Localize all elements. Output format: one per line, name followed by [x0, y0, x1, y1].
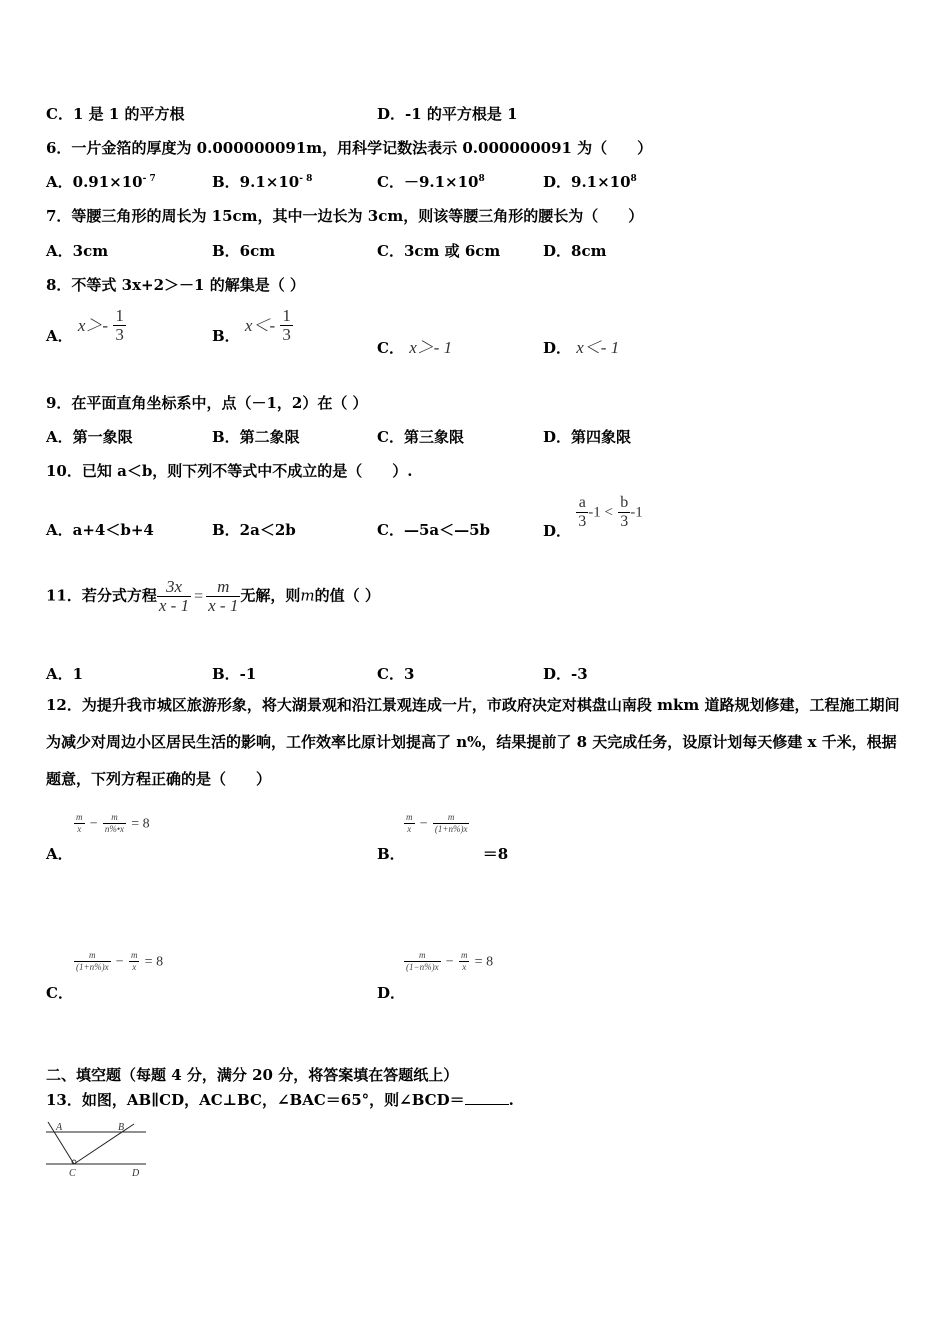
q6-option-c: [377, 171, 485, 192]
q8-option-c: [377, 333, 452, 358]
q9-option-c: C．第三象限: [377, 428, 464, 446]
q11-option-d: D．-3: [543, 665, 588, 683]
q8-option-b-label: B．: [212, 327, 240, 345]
q9-option-d: D．第四象限: [543, 428, 632, 446]
q11-num1: 3x: [157, 578, 191, 597]
q10-option-d-frac-a: [576, 494, 588, 531]
q12-c-minus: −: [115, 954, 124, 970]
q12-a-eq8: = 8: [131, 816, 150, 832]
q12-a-frac1-den: x: [77, 824, 82, 834]
q12-d-frac1-den: (1−n%)x: [406, 962, 439, 972]
q10-option-c: C．—5a＜—5b: [377, 521, 491, 539]
q12-c-eq8: = 8: [144, 954, 164, 970]
q11-num2: m: [206, 578, 240, 597]
q12-d-frac2-num: m: [460, 950, 468, 960]
q12-d-minus: −: [445, 954, 454, 970]
line-bc: [74, 1124, 134, 1164]
q11-option-c: C．3: [377, 665, 415, 683]
q11-var: m: [300, 586, 315, 605]
q12-d-frac1-num: m: [404, 950, 441, 962]
q13-figure: [40, 1118, 156, 1180]
q8-option-b-den: 3: [282, 325, 291, 344]
q10-option-d-num-b: b: [620, 494, 629, 511]
q12-b-frac2: [433, 812, 470, 835]
label-c: C: [69, 1168, 76, 1179]
q10-option-d-end: -1: [630, 504, 643, 521]
q12-a-minus: −: [89, 816, 98, 832]
q8-option-b-fraction: [280, 307, 293, 344]
q12-b-frac2-den: (1+n%)x: [434, 824, 468, 834]
q11-den1: x - 1: [158, 596, 190, 615]
q11-fraction-left: [157, 578, 191, 615]
q8-option-a: [46, 307, 126, 344]
q12-d-frac1: [404, 950, 441, 973]
q12-d-eq8: = 8: [474, 954, 494, 970]
q10-option-d-den-a: 3: [578, 513, 587, 530]
q12-option-b-label: B．: [377, 845, 405, 863]
q11-fraction-right: [206, 578, 240, 615]
q12-d-frac2: [459, 950, 470, 973]
q12-c-frac2-num: m: [130, 950, 138, 960]
q8-option-c-label: C．: [377, 339, 404, 357]
q8-option-c-expr: x＞- 1: [409, 338, 453, 357]
q6-option-b: [212, 171, 312, 192]
q10-option-d-label: D．: [543, 522, 572, 540]
q8-option-d-label: D．: [543, 339, 572, 357]
q12-b-frac1-den: x: [407, 824, 412, 834]
q8-option-a-num: 1: [115, 306, 124, 325]
q6-stem: 6．一片金箔的厚度为 0.000000091m，用科学记数法表示 0.000000091 为（ ）: [46, 139, 653, 157]
q6-option-b-exp: - 8: [299, 174, 313, 184]
q12-option-d-formula: [404, 950, 493, 973]
q12-option-c-label: C．: [46, 984, 73, 1002]
q12-b-frac2-num: m: [433, 812, 470, 824]
q13-stem-end: .: [508, 1091, 514, 1109]
q11-eq: =: [194, 587, 204, 605]
q11-suffix2: 的值（ ）: [314, 586, 380, 605]
q12-d-frac2-den: x: [462, 962, 467, 972]
q12-c-frac1: [74, 950, 111, 973]
q12-option-c-formula: [74, 950, 163, 973]
q12-a-frac2: [103, 812, 126, 835]
q12-a-frac2-den: n%•x: [104, 824, 125, 834]
q6-option-b-text: B．9.1×10: [212, 173, 300, 191]
q8-option-a-fraction: [113, 307, 126, 344]
q11-den2: x - 1: [208, 596, 239, 615]
q7-option-d: D．8cm: [543, 242, 607, 260]
q12-a-frac1: [74, 812, 85, 835]
q12-a-frac2-num: m: [103, 812, 126, 824]
q8-option-b-num: 1: [282, 306, 291, 325]
q10-option-a: A．a+4＜b+4: [46, 521, 154, 539]
q10-option-b: B．2a＜2b: [212, 521, 296, 539]
label-d: D: [132, 1168, 140, 1179]
q12-b-frac1: [404, 812, 415, 835]
q12-stem: 12．为提升我市城区旅游形象，将大湖景观和沿江景观连成一片，市政府决定对棋盘山南段 mkm 道路规划修建，工程施工期间为减少对周边小区居民生活的影响，工作效率比原计划提高了 n%，结果提前了 8 天完成任务，设原计划每天修建 x 千米，根据题意，下列方程正确的是（ ）: [46, 696, 900, 788]
q7-option-a: A．3cm: [46, 242, 109, 260]
q8-option-b-expr: x＜-: [244, 316, 276, 335]
q8-option-a-label: A．: [46, 327, 73, 345]
q5-option-c: C．1 是 1 的平方根: [46, 105, 185, 123]
q9-stem: 9．在平面直角坐标系中，点（－1，2）在（ ）: [46, 394, 368, 412]
q9-option-a: A．第一象限: [46, 428, 133, 446]
q12-b-frac1-num: m: [406, 812, 413, 822]
q12-a-frac1-num: m: [76, 812, 83, 822]
q12-c-frac1-num: m: [74, 950, 111, 962]
q12-option-b-formula: [404, 812, 469, 835]
q7-option-c: C．3cm 或 6cm: [377, 242, 501, 260]
q10-option-d-frac-b: [618, 494, 630, 531]
q11-stem: [46, 578, 380, 615]
q6-option-c-text: C．－9.1×10: [377, 173, 479, 191]
q10-option-d-num-a: a: [576, 494, 588, 513]
q12-option-b-eq8: ＝8: [482, 845, 509, 863]
q12-b-minus: −: [419, 816, 428, 832]
q13-answer-blank[interactable]: [465, 1090, 509, 1105]
q13-stem-text: 13．如图，AB∥CD，AC⊥BC，∠BAC＝65°，则∠BCD＝: [46, 1091, 465, 1109]
q11-prefix: 11．若分式方程: [46, 586, 157, 605]
q10-stem: 10．已知 a＜b，则下列不等式中不成立的是（ ）.: [46, 462, 413, 480]
q12-option-a-label: A．: [46, 845, 73, 863]
q8-option-b: [212, 307, 293, 344]
q8-option-d: [543, 333, 619, 358]
q11-option-a: A．1: [46, 665, 84, 683]
q11-suffix1: 无解，则: [240, 586, 301, 605]
q12-c-frac2: [129, 950, 140, 973]
q12-c-frac2-den: x: [132, 962, 137, 972]
q10-option-d: [543, 494, 643, 540]
q7-stem: 7．等腰三角形的周长为 15cm，其中一边长为 3cm，则该等腰三角形的腰长为（ ）: [46, 207, 644, 225]
q7-option-b: B．6cm: [212, 242, 276, 260]
q13-stem: [46, 1089, 514, 1110]
q12-option-d-label: D．: [377, 984, 406, 1002]
q10-option-d-mid: -1 <: [588, 504, 613, 521]
q12-c-frac1-den: (1+n%)x: [76, 962, 109, 972]
q8-option-a-den: 3: [115, 325, 124, 344]
q6-option-d-exp: 8: [630, 174, 637, 184]
q10-option-d-den-b: 3: [620, 513, 629, 530]
q12-option-b: [377, 843, 508, 864]
q8-option-a-expr: x＞-: [77, 316, 109, 335]
q6-option-c-exp: 8: [478, 174, 485, 184]
section2-title: 二、填空题（每题 4 分，满分 20 分，将答案填在答题纸上）: [46, 1066, 459, 1084]
q6-option-a-text: A．0.91×10: [46, 173, 143, 191]
q6-option-a-exp: - 7: [142, 174, 156, 184]
q5-option-d: D．-1 的平方根是 1: [377, 105, 518, 123]
q8-option-d-expr: x＜- 1: [576, 338, 620, 357]
q6-option-d-text: D．9.1×10: [543, 173, 631, 191]
q9-option-b: B．第二象限: [212, 428, 300, 446]
q11-option-b: B．-1: [212, 665, 257, 683]
q8-stem: 8．不等式 3x+2＞－1 的解集是（ ）: [46, 276, 305, 294]
q12-option-a-formula: [74, 812, 150, 835]
q6-option-d: [543, 171, 637, 192]
label-b: B: [118, 1122, 125, 1133]
q6-option-a: [46, 171, 156, 192]
label-a: A: [56, 1122, 63, 1133]
